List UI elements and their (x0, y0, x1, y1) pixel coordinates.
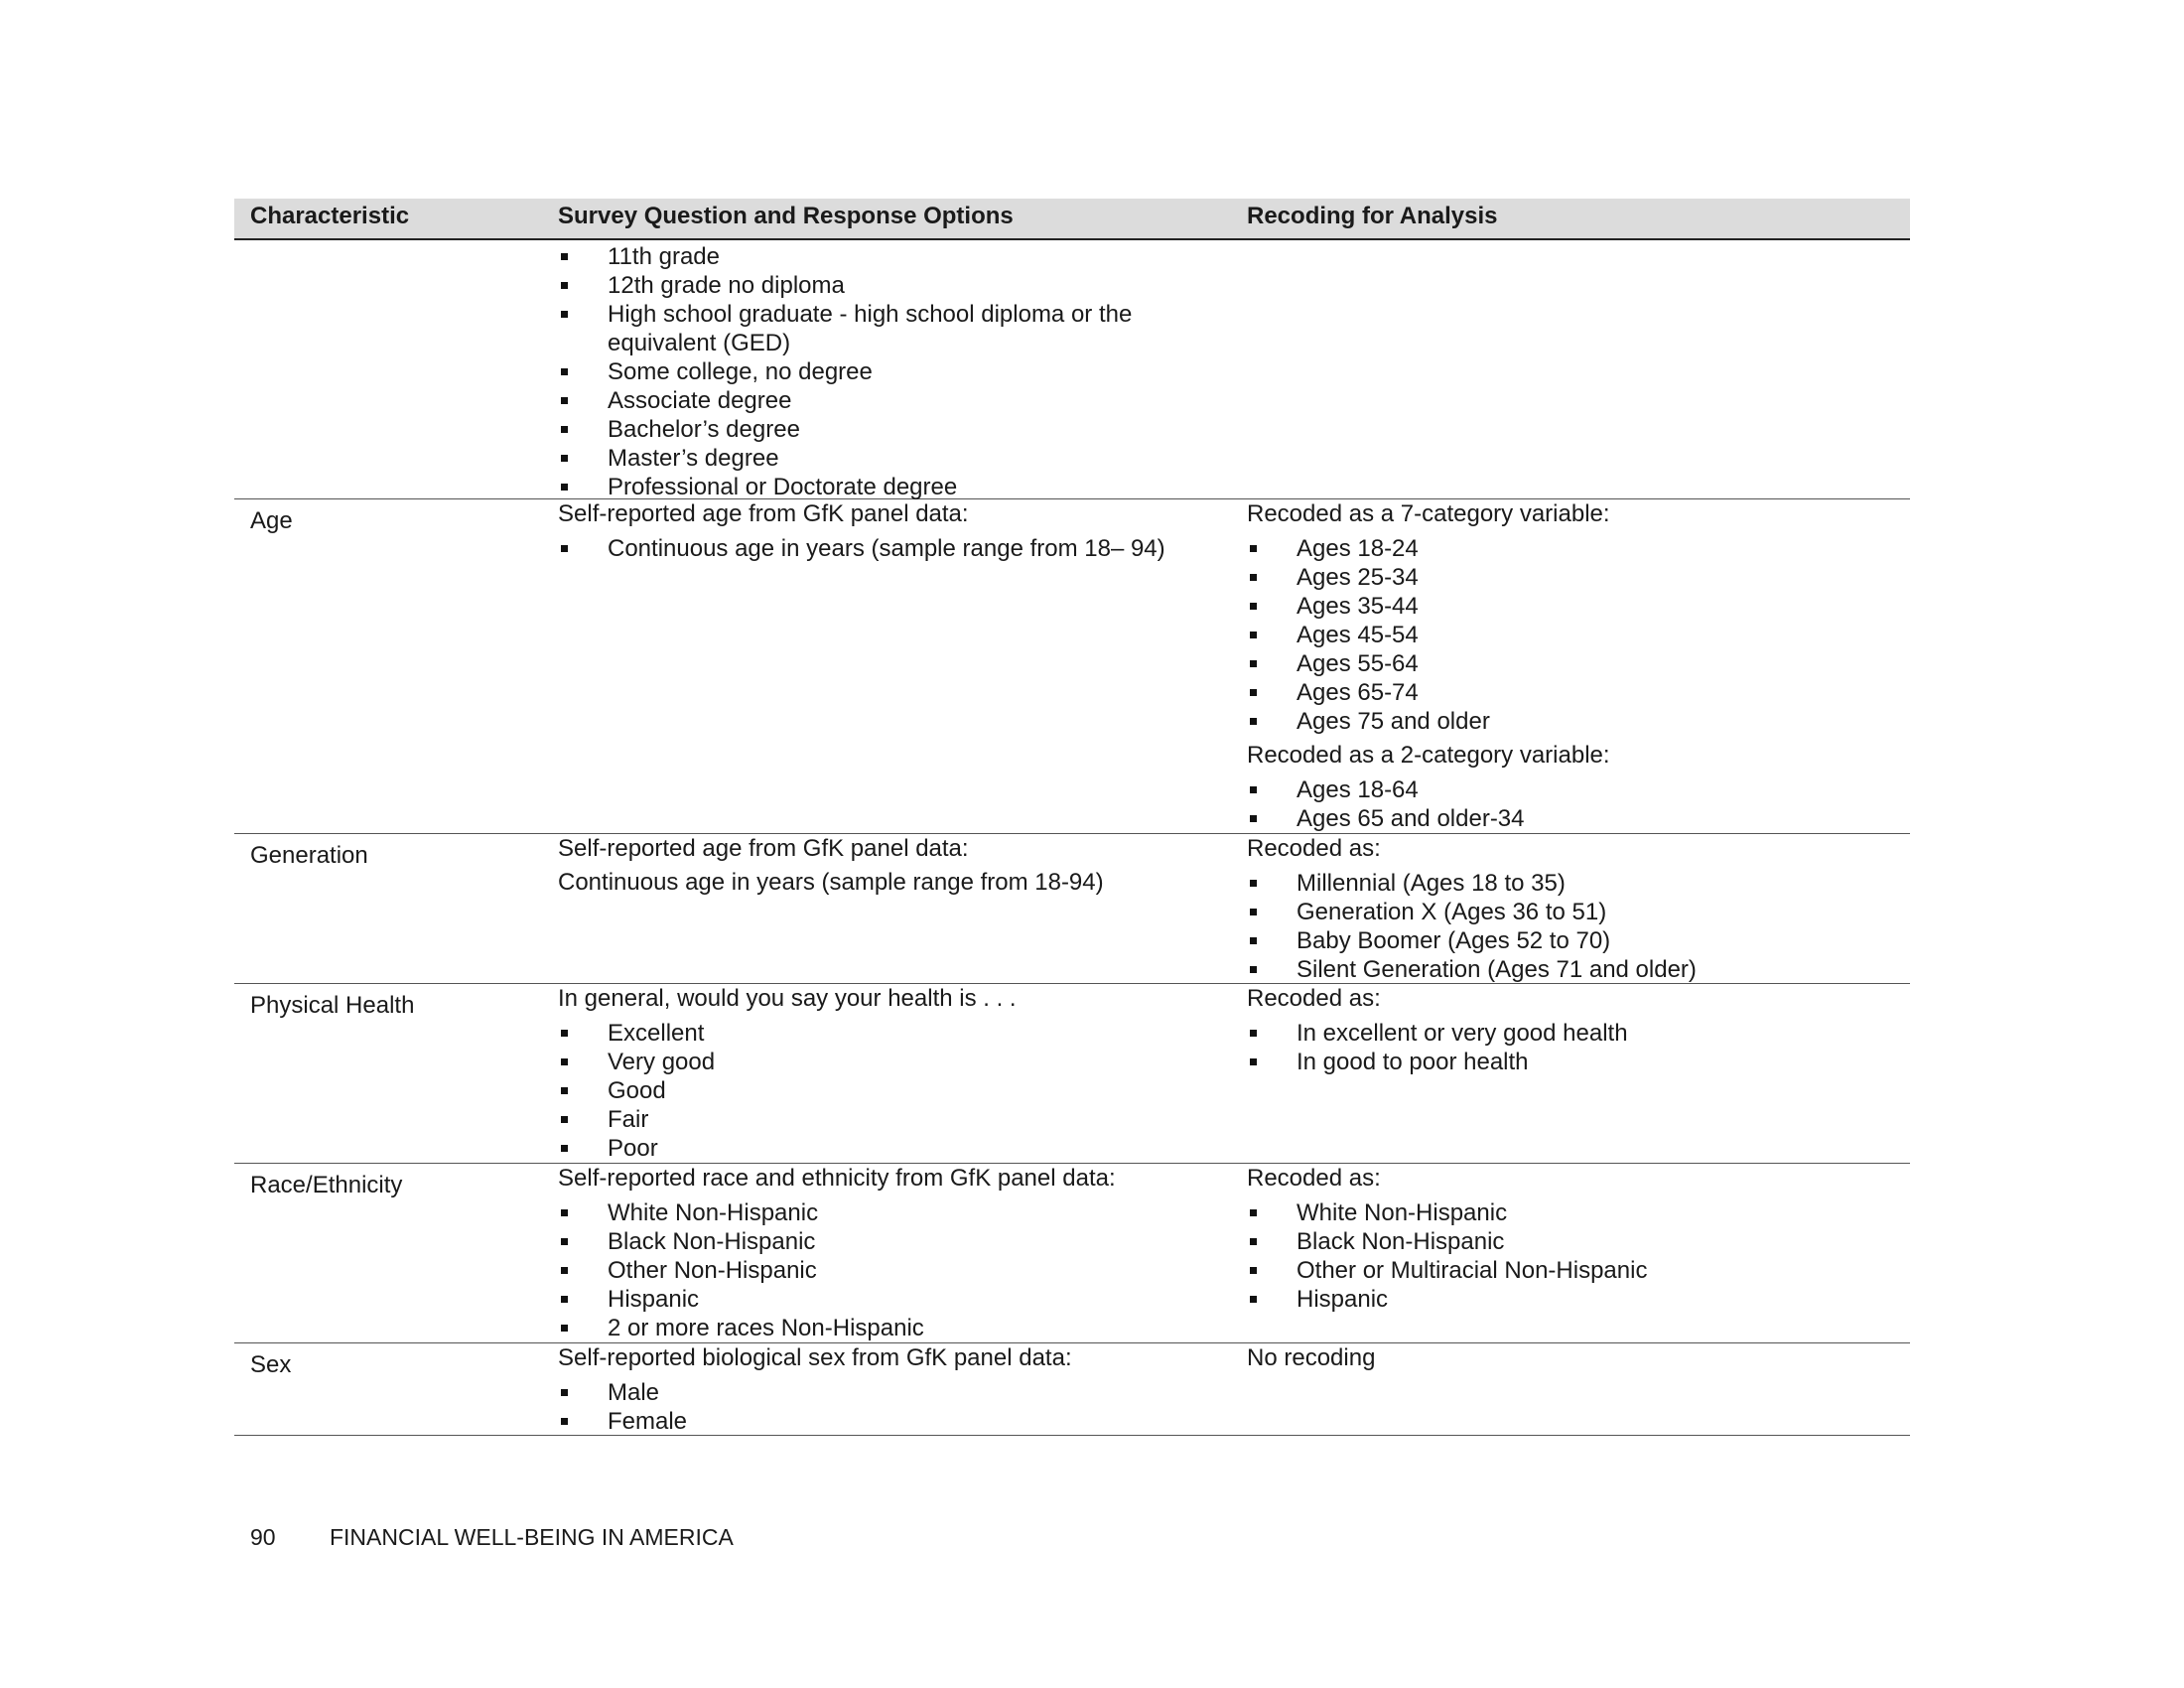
list-item: Generation X (Ages 36 to 51) (1247, 898, 1902, 926)
recoding-cell (1247, 499, 1902, 833)
list-item: Other or Multiracial Non-Hispanic (1247, 1256, 1902, 1285)
list-item: Hispanic (1247, 1285, 1902, 1314)
list-item: White Non-Hispanic (1247, 1198, 1902, 1227)
list-item: Silent Generation (Ages 71 and older) (1247, 955, 1902, 984)
list-item: Master’s degree (558, 444, 1223, 473)
table-row-age (234, 499, 1910, 834)
characteristic-cell: Race/Ethnicity (250, 1172, 403, 1198)
survey-options-list (558, 534, 1223, 563)
recoding-cell (1247, 1164, 1902, 1314)
list-item: Ages 65 and older-34 (1247, 804, 1902, 833)
survey-cell (558, 1343, 1223, 1436)
list-item: Baby Boomer (Ages 52 to 70) (1247, 926, 1902, 955)
list-item: Poor (558, 1134, 1223, 1163)
survey-cell (558, 984, 1223, 1163)
header-characteristic: Characteristic (250, 203, 410, 229)
list-item: 2 or more races Non-Hispanic (558, 1314, 1223, 1342)
recoding-list (1247, 1019, 1902, 1076)
header-survey: Survey Question and Response Options (558, 203, 1014, 229)
list-item: Hispanic (558, 1285, 1223, 1314)
recoding-intro: Recoded as a 7-category variable: (1247, 500, 1610, 527)
list-item: Associate degree (558, 386, 1223, 415)
list-item: Ages 75 and older (1247, 707, 1902, 736)
survey-cell (558, 1164, 1223, 1342)
recoding-list (1247, 869, 1902, 984)
table-row-generation (234, 834, 1910, 984)
page-number: 90 (250, 1524, 276, 1550)
table-header (234, 199, 1910, 240)
recoding-list-2 (1247, 775, 1902, 833)
list-item: In excellent or very good health (1247, 1019, 1902, 1048)
variables-table (234, 199, 1910, 1436)
list-item: Ages 35-44 (1247, 592, 1902, 621)
recoding-intro: Recoded as: (1247, 835, 1381, 862)
list-item: Fair (558, 1105, 1223, 1134)
list-item: Ages 65-74 (1247, 678, 1902, 707)
survey-intro: Self-reported race and ethnicity from GfK panel data: (558, 1165, 1116, 1192)
list-item: Good (558, 1076, 1223, 1105)
list-item: Black Non-Hispanic (558, 1227, 1223, 1256)
survey-cell (558, 834, 1223, 897)
list-item: Black Non-Hispanic (1247, 1227, 1902, 1256)
footer-title: FINANCIAL WELL-BEING IN AMERICA (329, 1524, 734, 1550)
list-item: White Non-Hispanic (558, 1198, 1223, 1227)
survey-intro: Self-reported age from GfK panel data: (558, 500, 969, 527)
list-item: Very good (558, 1048, 1223, 1076)
list-item: Ages 18-24 (1247, 534, 1902, 563)
list-item: Professional or Doctorate degree (558, 473, 1223, 501)
characteristic-cell: Physical Health (250, 992, 415, 1019)
header-recoding: Recoding for Analysis (1247, 203, 1498, 229)
survey-intro: In general, would you say your health is . . . (558, 985, 1017, 1012)
page-footer (250, 1524, 734, 1551)
list-item: 11th grade (558, 242, 1223, 271)
survey-intro: Self-reported age from GfK panel data: (558, 835, 969, 862)
list-item: Millennial (Ages 18 to 35) (1247, 869, 1902, 898)
table-row-education (234, 240, 1910, 499)
survey-options-list (558, 242, 1223, 501)
list-item: Bachelor’s degree (558, 415, 1223, 444)
recoding-cell (1247, 1343, 1902, 1372)
list-item: In good to poor health (1247, 1048, 1902, 1076)
survey-intro: Self-reported biological sex from GfK panel data: (558, 1344, 1072, 1371)
characteristic-cell: Generation (250, 842, 368, 869)
table-row-physical-health (234, 984, 1910, 1164)
survey-options-list (558, 1019, 1223, 1163)
survey-options-list (558, 1378, 1223, 1436)
characteristic-cell: Age (250, 507, 293, 534)
survey-cell (558, 242, 1223, 501)
survey-options-list (558, 1198, 1223, 1342)
recoding-intro-2: Recoded as a 2-category variable: (1247, 742, 1610, 769)
list-item: Ages 45-54 (1247, 621, 1902, 649)
list-item: Other Non-Hispanic (558, 1256, 1223, 1285)
survey-line: Continuous age in years (sample range from 18-94) (558, 869, 1104, 896)
characteristic-cell: Sex (250, 1351, 292, 1378)
survey-cell (558, 499, 1223, 563)
list-item: Some college, no degree (558, 357, 1223, 386)
recoding-list (1247, 1198, 1902, 1314)
recoding-intro: Recoded as: (1247, 1165, 1381, 1192)
table-row-race-ethnicity (234, 1164, 1910, 1343)
list-item: Female (558, 1407, 1223, 1436)
list-item: Ages 55-64 (1247, 649, 1902, 678)
list-item: Excellent (558, 1019, 1223, 1048)
table-row-sex (234, 1343, 1910, 1436)
list-item: Continuous age in years (sample range from 18– 94) (558, 534, 1223, 563)
recoding-intro: No recoding (1247, 1344, 1376, 1371)
list-item: 12th grade no diploma (558, 271, 1223, 300)
recoding-cell (1247, 984, 1902, 1076)
list-item: Ages 18-64 (1247, 775, 1902, 804)
recoding-list (1247, 534, 1902, 736)
list-item: High school graduate - high school diploma or the equivalent (GED) (558, 300, 1223, 357)
recoding-intro: Recoded as: (1247, 985, 1381, 1012)
list-item: Ages 25-34 (1247, 563, 1902, 592)
recoding-cell (1247, 834, 1902, 984)
list-item: Male (558, 1378, 1223, 1407)
